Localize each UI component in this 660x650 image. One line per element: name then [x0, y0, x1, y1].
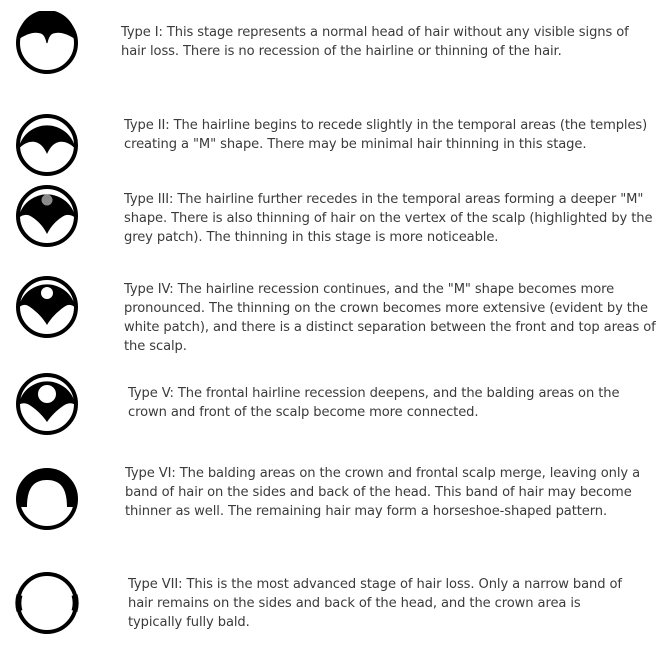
stage-description: Type I: This stage represents a normal head of hair without any visible signs of hair loss. There is no recession of the hairline or thinning of the hair.	[121, 25, 629, 59]
norwood-type-5-icon	[15, 372, 79, 436]
stage-description: Type VII: This is the most advanced stage of hair loss. Only a narrow band of hair remains on the sides and back of the head, and the crown area is typically fully bald.	[128, 577, 622, 630]
stage-description: Type II: The hairline begins to recede slightly in the temporal areas (the temples) creating a "M" shape. There may be minimal hair thinning in this stage.	[124, 118, 648, 152]
norwood-type-3-icon	[15, 184, 79, 248]
norwood-type-6-icon	[15, 467, 79, 531]
norwood-type-2-icon	[15, 113, 79, 177]
stage-description: Type IV: The hairline recession continues, and the "M" shape becomes more pronounced. The thinning on the crown becomes more extensive (evident by the white patch), and there is a distinct separation between the front and top areas of the scalp.	[124, 282, 656, 354]
norwood-type-1-icon	[15, 11, 79, 75]
norwood-type-4-icon	[15, 275, 79, 339]
norwood-type-7-icon	[15, 571, 79, 635]
stage-description: Type III: The hairline further recedes in the temporal areas forming a deeper "M" shape. There is also thinning of hair on the vertex of the scalp (highlighted by the grey patch). The thinning in this stage is more noticeable.	[124, 192, 653, 245]
stage-description: Type V: The frontal hairline recession deepens, and the balding areas on the crown and front of the scalp become more connected.	[128, 386, 620, 420]
stage-description: Type VI: The balding areas on the crown and frontal scalp merge, leaving only a band of hair on the sides and back of the head. This band of hair may become thinner as well. The remaining hair may form a horseshoe-shaped pattern.	[125, 466, 641, 519]
